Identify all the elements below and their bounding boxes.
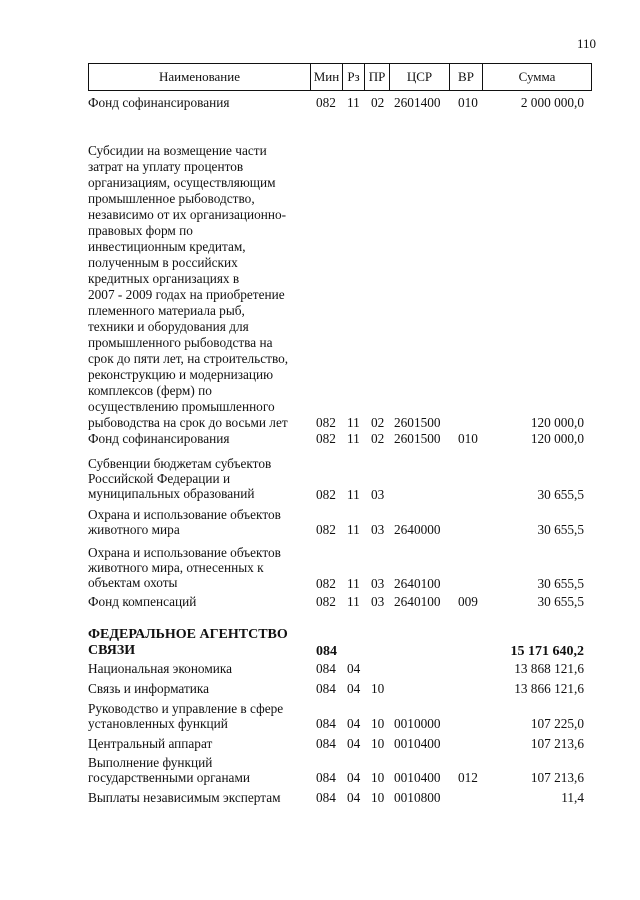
row-name: Связь и информатика (88, 681, 210, 696)
row-rz: 04 (347, 736, 361, 751)
row-pr: 02 (371, 415, 385, 430)
row-sum: 107 213,6 (530, 736, 584, 751)
row-csr: 0010800 (394, 790, 441, 805)
row-sum: 120 000,0 (530, 431, 584, 446)
row-rz: 11 (347, 95, 360, 110)
row-csr: 2640000 (394, 522, 441, 537)
row-csr: 0010400 (394, 736, 441, 751)
row-csr: 2601500 (394, 431, 441, 446)
row-min: 082 (316, 522, 336, 537)
row-min: 084 (316, 736, 336, 751)
row-min: 082 (316, 415, 336, 430)
row-csr: 2640100 (394, 576, 441, 591)
table-row (0, 736, 640, 751)
row-rz: 11 (347, 576, 360, 591)
row-min: 084 (316, 644, 337, 659)
header-pr: ПР (364, 64, 389, 90)
page-number: 110 (576, 36, 596, 51)
row-min: 082 (316, 576, 336, 591)
row-name: Центральный аппарат (88, 736, 213, 751)
row-sum: 15 171 640,2 (510, 644, 584, 659)
row-sum: 120 000,0 (530, 415, 584, 430)
header-rz: Рз (342, 64, 364, 90)
row-pr: 03 (371, 594, 385, 609)
row-name: Фонд компенсаций (88, 594, 197, 609)
table-row (0, 790, 640, 805)
row-min: 082 (316, 594, 336, 609)
row-rz: 04 (347, 681, 361, 696)
agency-name: ФЕДЕРАЛЬНОЕ АГЕНТСТВО СВЯЗИ (88, 627, 288, 658)
row-min: 082 (316, 95, 336, 110)
row-sum: 2 000 000,0 (520, 95, 584, 110)
row-rz: 04 (347, 716, 361, 731)
table-row (0, 681, 640, 696)
row-name: Выполнение функций государственными органами (88, 755, 250, 785)
row-pr: 03 (371, 487, 385, 502)
row-min: 082 (316, 487, 336, 502)
header-sum: Сумма (482, 64, 591, 90)
header-vr: ВР (449, 64, 482, 90)
row-min: 082 (316, 431, 336, 446)
row-pr: 10 (371, 736, 385, 751)
row-name: Охрана и использование объектов животного мира (88, 507, 281, 537)
row-name: Национальная экономика (88, 661, 233, 676)
row-rz: 04 (347, 661, 361, 676)
row-csr: 0010400 (394, 770, 441, 785)
header-min: Мин (310, 64, 342, 90)
row-sum: 107 213,6 (530, 770, 584, 785)
row-vr: 012 (458, 770, 478, 785)
row-rz: 11 (347, 431, 360, 446)
row-rz: 11 (347, 522, 360, 537)
table-row (0, 755, 640, 785)
row-name: Субсидии на возмещение части затрат на уплату процентов организациям, осуществляющим промышленное рыбоводство, независимо от их организационно- правовых форм по инвестиционным кредитам, полученным в российских кредитных организациях в 2007 - 2009 годах на приобретение племенного материала рыб, техники и оборудования для промышленного рыбоводства на срок до пяти лет, на строительство, реконструкцию и модернизацию комплексов (ферм) по осуществлению промышленного рыбоводства на срок до восьми лет (88, 143, 289, 430)
table-row (0, 507, 640, 537)
row-pr: 03 (371, 576, 385, 591)
row-sum: 13 866 121,6 (514, 681, 584, 696)
row-rz: 11 (347, 415, 360, 430)
row-pr: 10 (371, 770, 385, 785)
row-pr: 10 (371, 716, 385, 731)
row-sum: 13 868 121,6 (514, 661, 584, 676)
row-csr: 2601500 (394, 415, 441, 430)
row-sum: 30 655,5 (537, 576, 584, 591)
row-sum: 107 225,0 (530, 716, 584, 731)
table-row (0, 701, 640, 731)
row-name: Руководство и управление в сфере установленных функций (88, 701, 284, 731)
row-pr: 03 (371, 522, 385, 537)
row-min: 084 (316, 661, 336, 676)
row-rz: 04 (347, 770, 361, 785)
row-min: 084 (316, 790, 336, 805)
row-pr: 02 (371, 431, 385, 446)
row-rz: 04 (347, 790, 361, 805)
row-pr: 02 (371, 95, 385, 110)
row-min: 084 (316, 681, 336, 696)
table-row (0, 545, 640, 591)
row-vr: 009 (458, 594, 478, 609)
table-row (0, 456, 640, 502)
table-row (0, 143, 640, 430)
row-csr: 2601400 (394, 95, 441, 110)
row-name: Субвенции бюджетам субъектов Российской Федерации и муниципальных образований (88, 456, 272, 501)
row-name: Выплаты независимым экспертам (88, 790, 281, 805)
row-pr: 10 (371, 790, 385, 805)
table-row (0, 661, 640, 676)
row-name: Фонд софинансирования (88, 95, 230, 110)
row-min: 084 (316, 716, 336, 731)
table-row (0, 95, 640, 110)
row-rz: 11 (347, 487, 360, 502)
agency-heading-row (0, 627, 640, 659)
table-row (0, 431, 640, 446)
row-min: 084 (316, 770, 336, 785)
header-name: Наименование (159, 69, 240, 84)
row-name: Фонд софинансирования (88, 431, 230, 446)
row-vr: 010 (458, 431, 478, 446)
row-pr: 10 (371, 681, 385, 696)
row-sum: 30 655,5 (537, 487, 584, 502)
row-sum: 30 655,5 (537, 522, 584, 537)
row-vr: 010 (458, 95, 478, 110)
header-csr: ЦСР (389, 64, 449, 90)
row-sum: 11,4 (561, 790, 584, 805)
row-name: Охрана и использование объектов животного мира, отнесенных к объектам охоты (88, 545, 281, 590)
row-csr: 2640100 (394, 594, 441, 609)
row-csr: 0010000 (394, 716, 441, 731)
row-sum: 30 655,5 (537, 594, 584, 609)
table-row (0, 594, 640, 609)
row-rz: 11 (347, 594, 360, 609)
